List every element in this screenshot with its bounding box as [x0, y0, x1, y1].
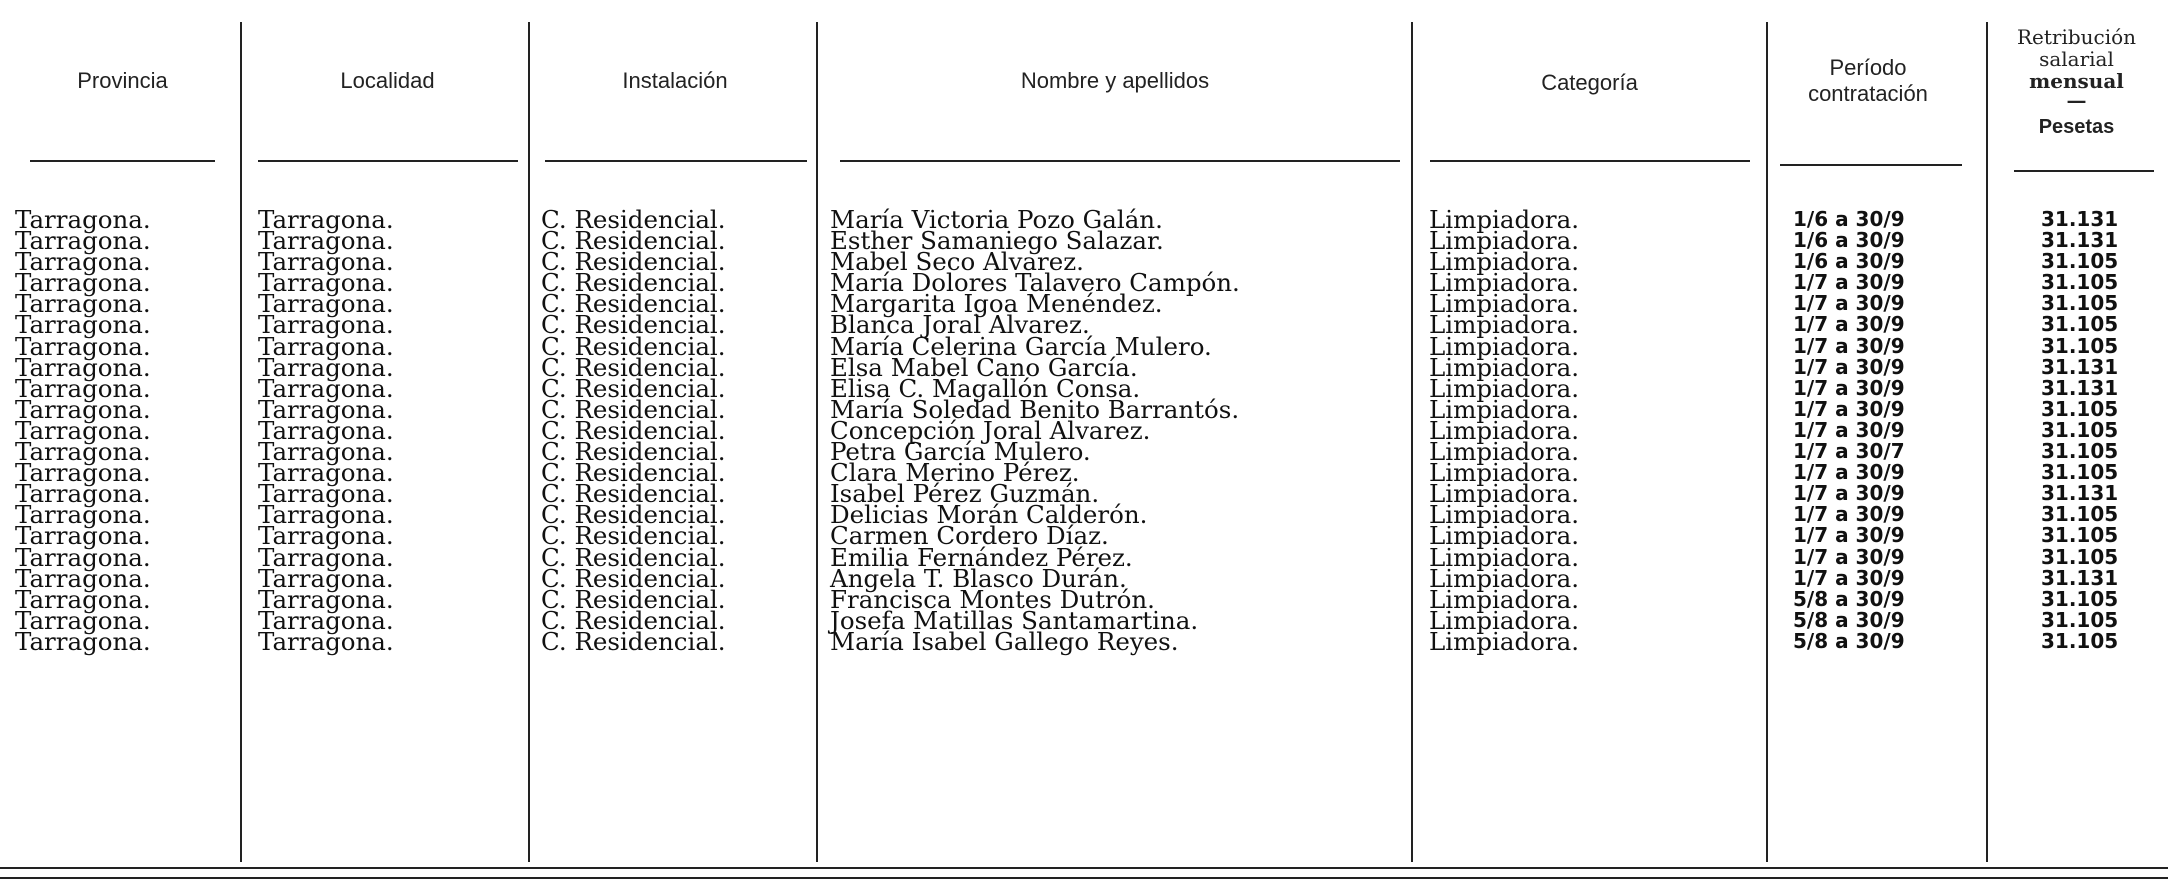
cell-nombre: Petra García Mulero.: [830, 437, 1091, 467]
cell-instalacion: C. Residencial.: [541, 331, 726, 361]
cell-retribucion: 31.105: [2041, 502, 2119, 527]
cell-provincia: Tarragona.: [15, 415, 151, 445]
header-localidad: Localidad: [340, 68, 435, 93]
header-underline-retribucion: [2014, 170, 2154, 172]
cell-provincia: Tarragona.: [15, 394, 151, 424]
cell-retribucion: 31.131: [2041, 207, 2119, 231]
cell-categoria: Limpiadora.: [1429, 289, 1580, 319]
cell-nombre: Isabel Pérez Guzmán.: [830, 479, 1100, 509]
cell-categoria: Limpiadora.: [1429, 542, 1580, 572]
cell-localidad: Tarragona.: [258, 247, 394, 277]
cell-retribucion: 31.131: [2041, 481, 2119, 506]
cell-instalacion: C. Residencial.: [541, 626, 726, 656]
cell-categoria: Limpiadora.: [1429, 226, 1580, 256]
cell-provincia: Tarragona.: [15, 331, 151, 361]
cell-periodo: 1/7 a 30/9: [1793, 312, 1905, 337]
cell-provincia: Tarragona.: [15, 521, 151, 551]
cell-periodo: 5/8 a 30/9: [1793, 628, 1905, 653]
cell-periodo: 5/8 a 30/9: [1793, 586, 1905, 611]
cell-retribucion: 31.105: [2041, 249, 2119, 274]
cell-nombre: María Dolores Talavero Campón.: [830, 268, 1240, 298]
cell-nombre: Blanca Joral Alvarez.: [830, 310, 1090, 340]
cell-localidad: Tarragona.: [258, 521, 394, 551]
cell-instalacion: C. Residencial.: [541, 479, 726, 509]
header-retribucion-line1: Retribución: [2016, 25, 2137, 49]
cell-categoria: Limpiadora.: [1429, 563, 1580, 593]
header-periodo-line2: contratación: [1808, 81, 1928, 106]
cell-instalacion: C. Residencial.: [541, 289, 726, 319]
cell-periodo: 1/7 a 30/9: [1793, 417, 1905, 442]
cell-provincia: Tarragona.: [15, 310, 151, 340]
header-provincia: Provincia: [77, 68, 168, 93]
header-retribucion-line3: mensual: [2029, 69, 2124, 93]
cell-retribucion: 31.105: [2041, 586, 2119, 611]
cell-instalacion: C. Residencial.: [541, 226, 726, 256]
cell-periodo: 1/7 a 30/9: [1793, 523, 1905, 548]
cell-categoria: Limpiadora.: [1429, 331, 1580, 361]
cell-categoria: Limpiadora.: [1429, 310, 1580, 340]
cell-retribucion: 31.105: [2041, 270, 2119, 295]
cell-categoria: Limpiadora.: [1429, 479, 1580, 509]
cell-categoria: Limpiadora.: [1429, 605, 1580, 635]
cell-localidad: Tarragona.: [258, 352, 394, 382]
cell-retribucion: 31.105: [2041, 396, 2119, 421]
cell-periodo: 1/7 a 30/9: [1793, 481, 1905, 506]
cell-categoria: Limpiadora.: [1429, 205, 1580, 234]
cell-retribucion: 31.105: [2041, 333, 2119, 358]
cell-retribucion: 31.105: [2041, 417, 2119, 442]
cell-instalacion: C. Residencial.: [541, 437, 726, 467]
cell-localidad: Tarragona.: [258, 310, 394, 340]
cell-localidad: Tarragona.: [258, 479, 394, 509]
header-retribucion: [1985, 26, 2168, 138]
cell-categoria: Limpiadora.: [1429, 373, 1580, 403]
cell-nombre: Elsa Mabel Cano García.: [830, 352, 1138, 382]
header-underline-periodo: [1780, 164, 1962, 166]
cell-instalacion: C. Residencial.: [541, 352, 726, 382]
bottom-rule-top: [0, 867, 2168, 869]
cell-instalacion: C. Residencial.: [541, 458, 726, 488]
cell-nombre: Emilia Fernández Pérez.: [830, 542, 1133, 572]
header-instalacion: Instalación: [622, 68, 728, 93]
cell-provincia: Tarragona.: [15, 605, 151, 635]
cell-provincia: Tarragona.: [15, 563, 151, 593]
cell-categoria: Limpiadora.: [1429, 521, 1580, 551]
cell-categoria: Limpiadora.: [1429, 268, 1580, 298]
cell-localidad: Tarragona.: [258, 226, 394, 256]
cell-categoria: Limpiadora.: [1429, 626, 1580, 656]
cell-provincia: Tarragona.: [15, 226, 151, 256]
cell-instalacion: C. Residencial.: [541, 563, 726, 593]
cell-nombre: Esther Samaniego Salazar.: [830, 226, 1164, 256]
cell-instalacion: C. Residencial.: [541, 542, 726, 572]
cell-localidad: Tarragona.: [258, 373, 394, 403]
cell-retribucion: 31.131: [2041, 354, 2119, 379]
cell-provincia: Tarragona.: [15, 373, 151, 403]
cell-localidad: Tarragona.: [258, 289, 394, 319]
cell-retribucion: 31.131: [2041, 228, 2119, 253]
header-categoria: Categoría: [1541, 70, 1638, 95]
cell-instalacion: C. Residencial.: [541, 584, 726, 614]
cell-localidad: Tarragona.: [258, 584, 394, 614]
cell-localidad: Tarragona.: [258, 394, 394, 424]
cell-provincia: Tarragona.: [15, 626, 151, 656]
cell-instalacion: C. Residencial.: [541, 205, 726, 234]
bottom-rule-bottom: [0, 877, 2168, 879]
cell-categoria: Limpiadora.: [1429, 458, 1580, 488]
cell-nombre: María Isabel Gallego Reyes.: [830, 626, 1179, 656]
cell-nombre: Clara Merino Pérez.: [830, 458, 1080, 488]
cell-nombre: Elisa C. Magallón Consa.: [830, 373, 1141, 403]
cell-localidad: Tarragona.: [258, 437, 394, 467]
cell-localidad: Tarragona.: [258, 563, 394, 593]
cell-categoria: Limpiadora.: [1429, 500, 1580, 530]
cell-localidad: Tarragona.: [258, 331, 394, 361]
header-retribucion-dash: —: [2066, 88, 2087, 112]
cell-provincia: Tarragona.: [15, 268, 151, 298]
cell-instalacion: C. Residencial.: [541, 310, 726, 340]
cell-nombre: María Soledad Benito Barrantós.: [830, 394, 1240, 424]
table-row: [0, 626, 2168, 656]
cell-instalacion: C. Residencial.: [541, 415, 726, 445]
cell-nombre: María Celerina García Mulero.: [830, 331, 1212, 361]
cell-periodo: 1/7 a 30/9: [1793, 354, 1905, 379]
cell-nombre: Mabel Seco Alvarez.: [830, 247, 1084, 277]
cell-nombre: Angela T. Blasco Durán.: [830, 563, 1127, 593]
cell-retribucion: 31.105: [2041, 523, 2119, 548]
cell-retribucion: 31.105: [2041, 460, 2119, 485]
cell-periodo: 5/8 a 30/9: [1793, 607, 1905, 632]
header-underline-instalacion: [545, 160, 807, 162]
header-periodo-line1: Período: [1829, 55, 1907, 80]
cell-nombre: Delicias Morán Calderón.: [830, 500, 1148, 530]
header-periodo: [1768, 55, 1968, 107]
cell-retribucion: 31.105: [2041, 312, 2119, 337]
cell-periodo: 1/7 a 30/9: [1793, 396, 1905, 421]
cell-categoria: Limpiadora.: [1429, 247, 1580, 277]
cell-instalacion: C. Residencial.: [541, 373, 726, 403]
cell-instalacion: C. Residencial.: [541, 268, 726, 298]
cell-nombre: María Victoria Pozo Galán.: [830, 205, 1163, 234]
cell-localidad: Tarragona.: [258, 205, 394, 234]
cell-periodo: 1/7 a 30/9: [1793, 502, 1905, 527]
cell-provincia: Tarragona.: [15, 500, 151, 530]
cell-nombre: Josefa Matillas Santamartina.: [830, 605, 1199, 635]
cell-localidad: Tarragona.: [258, 415, 394, 445]
cell-localidad: Tarragona.: [258, 605, 394, 635]
cell-periodo: 1/6 a 30/9: [1793, 207, 1905, 231]
cell-nombre: Margarita Igoa Menéndez.: [830, 289, 1163, 319]
cell-periodo: 1/7 a 30/9: [1793, 291, 1905, 316]
cell-categoria: Limpiadora.: [1429, 437, 1580, 467]
cell-periodo: 1/7 a 30/9: [1793, 544, 1905, 569]
header-underline-nombre: [840, 160, 1400, 162]
cell-provincia: Tarragona.: [15, 479, 151, 509]
cell-localidad: Tarragona.: [258, 268, 394, 298]
cell-periodo: 1/6 a 30/9: [1793, 228, 1905, 253]
cell-retribucion: 31.105: [2041, 607, 2119, 632]
cell-instalacion: C. Residencial.: [541, 500, 726, 530]
cell-nombre: Francisca Montes Dutrón.: [830, 584, 1155, 614]
cell-periodo: 1/7 a 30/9: [1793, 565, 1905, 590]
cell-provincia: Tarragona.: [15, 542, 151, 572]
cell-categoria: Limpiadora.: [1429, 394, 1580, 424]
cell-provincia: Tarragona.: [15, 247, 151, 277]
header-underline-categoria: [1430, 160, 1750, 162]
cell-nombre: Carmen Cordero Díaz.: [830, 521, 1109, 551]
cell-provincia: Tarragona.: [15, 289, 151, 319]
cell-provincia: Tarragona.: [15, 437, 151, 467]
cell-localidad: Tarragona.: [258, 542, 394, 572]
cell-nombre: Concepción Joral Alvarez.: [830, 415, 1151, 445]
cell-retribucion: 31.105: [2041, 439, 2119, 464]
cell-provincia: Tarragona.: [15, 584, 151, 614]
cell-provincia: Tarragona.: [15, 205, 151, 234]
cell-localidad: Tarragona.: [258, 626, 394, 656]
cell-categoria: Limpiadora.: [1429, 584, 1580, 614]
cell-periodo: 1/7 a 30/7: [1793, 439, 1905, 464]
cell-localidad: Tarragona.: [258, 458, 394, 488]
cell-retribucion: 31.105: [2041, 291, 2119, 316]
cell-periodo: 1/6 a 30/9: [1793, 249, 1905, 274]
cell-instalacion: C. Residencial.: [541, 521, 726, 551]
cell-instalacion: C. Residencial.: [541, 394, 726, 424]
cell-periodo: 1/7 a 30/9: [1793, 460, 1905, 485]
cell-instalacion: C. Residencial.: [541, 605, 726, 635]
header-retribucion-line2: salarial: [2039, 47, 2114, 71]
cell-periodo: 1/7 a 30/9: [1793, 270, 1905, 295]
cell-localidad: Tarragona.: [258, 500, 394, 530]
cell-retribucion: 31.131: [2041, 375, 2119, 400]
cell-categoria: Limpiadora.: [1429, 352, 1580, 382]
cell-periodo: 1/7 a 30/9: [1793, 333, 1905, 358]
table-body: [0, 205, 2168, 656]
cell-periodo: 1/7 a 30/9: [1793, 375, 1905, 400]
header-underline-provincia: [30, 160, 215, 162]
cell-retribucion: 31.131: [2041, 565, 2119, 590]
cell-provincia: Tarragona.: [15, 352, 151, 382]
header-underline-localidad: [258, 160, 518, 162]
cell-provincia: Tarragona.: [15, 458, 151, 488]
header-retribucion-unit: Pesetas: [2038, 116, 2115, 138]
cell-retribucion: 31.105: [2041, 628, 2119, 653]
cell-categoria: Limpiadora.: [1429, 415, 1580, 445]
cell-instalacion: C. Residencial.: [541, 247, 726, 277]
header-nombre: Nombre y apellidos: [1020, 68, 1210, 93]
cell-retribucion: 31.105: [2041, 544, 2119, 569]
